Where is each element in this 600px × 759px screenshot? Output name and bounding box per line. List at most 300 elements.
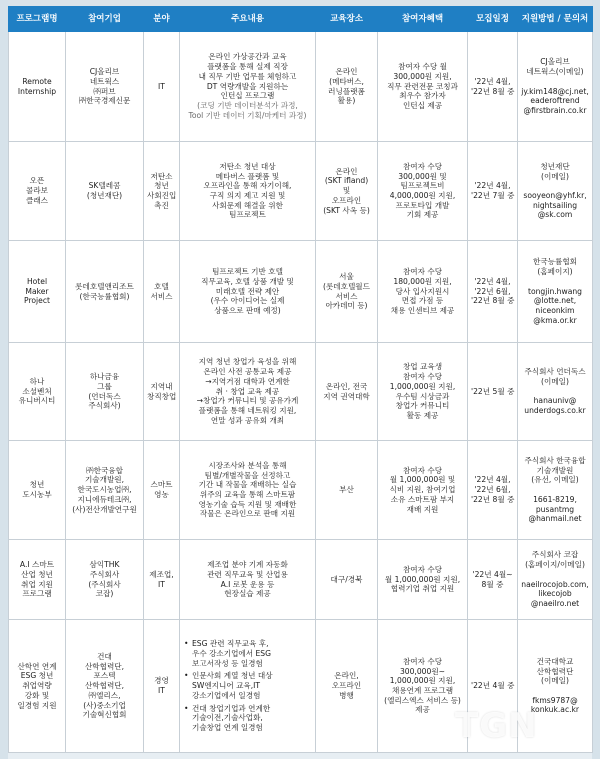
cell-line: 시장조사와 분석을 통해 bbox=[208, 460, 287, 470]
cell-line: '22년 5월 중 bbox=[471, 386, 515, 396]
cell-place bbox=[316, 540, 378, 620]
cell-line: (우수 아이디어는 실제 bbox=[210, 296, 285, 306]
cell-line: 롯데호텔앤리조트 bbox=[75, 281, 134, 291]
cell-line: 온라인 bbox=[335, 67, 358, 77]
cell-line: 참여자 수당 월 bbox=[398, 62, 447, 72]
cell-line: • 건대 창업기업과 연계한 bbox=[192, 703, 271, 713]
cell-line: @lotte.net, bbox=[533, 296, 577, 306]
cell-line: 연말 성과 공유회 개최 bbox=[210, 415, 285, 425]
cell-line: 러닝플랫폼 bbox=[328, 86, 365, 96]
left-decoration bbox=[0, 0, 8, 759]
cell-line: 활용) bbox=[337, 96, 356, 106]
column-header: 분야 bbox=[144, 7, 180, 32]
cell-schedule bbox=[468, 241, 518, 343]
cell-line bbox=[521, 77, 589, 87]
cell-line: →창업가 커뮤니티 및 공유가게 bbox=[196, 396, 299, 406]
cell-line: 당사 입사지원시 bbox=[395, 286, 450, 296]
cell-line: 참여자 수당 bbox=[402, 656, 443, 666]
cell-line: 산학연 연계 bbox=[17, 661, 57, 671]
cell-line: tongjin.hwang bbox=[527, 286, 582, 296]
cell-company bbox=[66, 540, 144, 620]
cell-line: 기술개발원 bbox=[536, 465, 574, 475]
cell-line: 창직창업 bbox=[147, 391, 177, 401]
cell-schedule bbox=[468, 540, 518, 620]
cell-line: 제조업 분야 기계 자동화 bbox=[207, 560, 288, 570]
cell-line: 아카데미 등) bbox=[325, 301, 368, 311]
cell-line: 1,000,000원 지원, bbox=[389, 676, 456, 686]
cell-company bbox=[66, 241, 144, 343]
cell-line: 청년재단 bbox=[540, 161, 570, 171]
cell-schedule bbox=[468, 441, 518, 540]
cell-line: (홈페이지) bbox=[537, 267, 573, 277]
cell-line: Tool 기반 데이터 기획/마케터 과정) bbox=[188, 110, 307, 120]
cell-line bbox=[521, 277, 589, 287]
cell-program bbox=[9, 142, 66, 241]
cell-line: 협력기업 취업 지원 bbox=[390, 584, 455, 594]
cell-line: (이메일) bbox=[541, 376, 569, 386]
cell-line: 소유 스마트팜 부지 bbox=[390, 494, 455, 504]
cell-line: 창업가 커뮤니티 bbox=[395, 401, 450, 411]
cell-line bbox=[521, 181, 589, 191]
cell-line: 지역 청년 창업가 육성을 위해 bbox=[198, 357, 297, 367]
watermark-logo: TGN bbox=[455, 706, 538, 746]
cell-contact bbox=[518, 540, 593, 620]
cell-place bbox=[316, 343, 378, 441]
cell-content bbox=[180, 142, 316, 241]
cell-line: (사)전산개발연구원 bbox=[72, 504, 137, 514]
cell-line: 보고서작성 등 일경험 bbox=[192, 658, 263, 668]
cell-line: 기술개발원, bbox=[84, 475, 125, 485]
cell-line: CJ올리브 bbox=[89, 67, 120, 77]
cell-benefit bbox=[378, 32, 468, 142]
cell-program bbox=[9, 441, 66, 540]
program-table bbox=[8, 6, 593, 753]
cell-content bbox=[180, 441, 316, 540]
cell-place bbox=[316, 32, 378, 142]
cell-line: eaderoftrend bbox=[530, 96, 580, 106]
cell-line: 청년 bbox=[154, 181, 169, 191]
cell-company bbox=[66, 620, 144, 753]
cell-line: 팀프로젝트비 bbox=[400, 181, 445, 191]
cell-line: 네트웍스 bbox=[89, 76, 120, 86]
cell-line: ESG 청년 bbox=[20, 671, 54, 681]
cell-line: 채용 인센티브 제공 bbox=[390, 306, 455, 316]
cell-line: 하나금융 bbox=[89, 372, 120, 382]
cell-content bbox=[180, 32, 316, 142]
cell-line: 주식회사 언더독스 bbox=[524, 367, 586, 377]
cell-content bbox=[180, 241, 316, 343]
cell-program bbox=[9, 241, 66, 343]
cell-line: '22년 4월, bbox=[474, 76, 511, 86]
cell-line: 그룹 bbox=[97, 381, 112, 391]
column-header: 참여기업 bbox=[66, 7, 144, 32]
cell-line: (SKT 사옥 등) bbox=[323, 205, 370, 215]
content-bullet bbox=[183, 671, 312, 700]
cell-line: 하나 bbox=[29, 376, 45, 386]
cell-field bbox=[144, 441, 180, 540]
cell-line: 포스텍 bbox=[93, 671, 116, 681]
cell-line: 참여자 수당 bbox=[402, 564, 443, 574]
cell-line: 온라인 사전 공통교육 제공 bbox=[203, 367, 292, 377]
cell-line: 활동 제공 bbox=[406, 410, 439, 420]
cell-line: 직무 관련전문 코칭과 bbox=[387, 81, 458, 91]
cell-line: 도시농부 bbox=[22, 490, 52, 499]
cell-place bbox=[316, 142, 378, 241]
cell-place bbox=[316, 241, 378, 343]
cell-line: 한국능률협회 bbox=[532, 257, 577, 267]
cell-line: 지역 권역대학 bbox=[323, 391, 370, 401]
cell-line: 일경험 지원 bbox=[17, 700, 57, 710]
cell-line: 한국도시농업㈜, bbox=[77, 485, 132, 495]
cell-line: (SKT ifland) bbox=[324, 176, 369, 186]
cell-line: 청년 bbox=[29, 480, 45, 490]
cell-line: (사)중소기업 bbox=[83, 700, 126, 710]
cell-program bbox=[9, 32, 66, 142]
cell-line: 영농기술 습득 지원 및 재배한 bbox=[198, 499, 297, 509]
cell-line: 경영 bbox=[154, 676, 169, 686]
cell-line: 산학협력단 bbox=[536, 666, 574, 676]
cell-line: (메타버스, bbox=[329, 76, 364, 86]
cell-line: IT bbox=[158, 579, 165, 589]
cell-line: 오프라인 bbox=[331, 195, 362, 205]
table-row bbox=[9, 441, 593, 540]
cell-line: 우수 강소기업에서 ESG bbox=[192, 648, 272, 658]
cell-line: 건국대학교 bbox=[536, 656, 574, 666]
cell-line: 호텔 bbox=[154, 281, 169, 291]
cell-line: nightsailing bbox=[532, 200, 578, 210]
table-body bbox=[9, 32, 593, 753]
cell-line: 취 · 창업 교육 제공 bbox=[215, 386, 280, 396]
cell-line: 오픈 bbox=[29, 176, 45, 186]
cell-line: naeilrocojob.com, bbox=[521, 579, 589, 589]
cell-benefit bbox=[378, 343, 468, 441]
cell-line: 참여자 수당 bbox=[402, 161, 443, 171]
cell-line: • 인문사회 계열 청년 대상 bbox=[192, 671, 273, 681]
cell-company bbox=[66, 32, 144, 142]
cell-line: 코잡) bbox=[95, 589, 114, 599]
cell-field bbox=[144, 142, 180, 241]
cell-line: 콜라보 bbox=[25, 186, 48, 196]
cell-line: 네트웍스(이메일) bbox=[526, 67, 584, 77]
cell-line: 8월 중 bbox=[481, 579, 504, 589]
cell-program bbox=[9, 620, 66, 753]
cell-program bbox=[9, 540, 66, 620]
cell-line: 팀프로젝트 기반 호텔 bbox=[212, 267, 283, 277]
cell-line: '22년 8월 중 bbox=[471, 296, 515, 306]
cell-line: 지니에듀테크㈜, bbox=[77, 494, 132, 504]
cell-line: (청년재단) bbox=[86, 191, 123, 200]
cell-line: 주식회사 코잡 bbox=[531, 550, 579, 560]
cell-line: 취업 지원 bbox=[21, 579, 53, 589]
cell-contact bbox=[518, 343, 593, 441]
cell-line: (이메일) bbox=[541, 171, 569, 181]
cell-line: 오프라인 bbox=[331, 681, 362, 691]
cell-line: 건대 bbox=[97, 651, 112, 661]
cell-line: Maker bbox=[25, 286, 49, 296]
cell-line: 팀별/개별작물을 선정하고 bbox=[204, 470, 291, 480]
cell-line: 기회 제공 bbox=[406, 210, 439, 220]
cell-line: • ESG 관련 직무교육 후, bbox=[192, 639, 269, 649]
cell-line: (홈페이지/이메일) bbox=[525, 560, 585, 570]
header-row bbox=[9, 7, 593, 32]
cell-line: @firstbrain.co.kr bbox=[523, 105, 587, 115]
column-header: 주요내용 bbox=[180, 7, 316, 32]
cell-line: Internship bbox=[17, 86, 57, 96]
cell-line: 기술이전,기술사업화, bbox=[192, 713, 263, 723]
cell-line: (유선, 이메일) bbox=[531, 475, 579, 485]
cell-line: 사회문제 해결을 위한 bbox=[212, 200, 283, 210]
cell-line: 채용연계 프로그램 bbox=[391, 686, 454, 695]
cell-line: @kma.or.kr bbox=[533, 315, 577, 325]
cell-line: DT 역량개발을 지원하는 bbox=[206, 81, 289, 91]
table-row bbox=[9, 32, 593, 142]
cell-line: A.I 스마트 bbox=[19, 560, 55, 570]
cell-line: 주식회사 bbox=[89, 569, 120, 579]
cell-line: 유니버시티 bbox=[18, 396, 56, 406]
cell-line: 미래호텔 전략 제안 bbox=[215, 286, 280, 296]
cell-line: 재배 지원 bbox=[406, 504, 439, 514]
cell-line: '22년 4월, bbox=[474, 181, 511, 191]
cell-line: 산학협력단, bbox=[84, 681, 125, 691]
cell-line: 온라인, bbox=[334, 671, 359, 681]
cell-line: hanauniv@ bbox=[533, 396, 577, 406]
cell-line: 저탄소 청년 대상 bbox=[219, 161, 276, 171]
cell-line: 위주의 교육을 통해 스마트팜 bbox=[199, 490, 296, 499]
cell-line: (롯데호텔월드 bbox=[323, 281, 370, 291]
column-header: 참여자혜택 bbox=[378, 7, 468, 32]
cell-line: 플랫폼을 통해 네트워킹 지원, bbox=[198, 406, 297, 416]
cell-content bbox=[180, 620, 316, 753]
cell-line: ㈜퍼브 bbox=[93, 86, 116, 96]
cell-line: 창업 교육생 bbox=[402, 362, 443, 372]
cell-line: 촉진 bbox=[154, 200, 169, 210]
cell-line: 플랫폼을 통해 실제 직장 bbox=[207, 62, 288, 72]
cell-line: 사회진입 bbox=[147, 191, 177, 200]
cell-line: 강화 및 bbox=[24, 690, 50, 700]
cell-line: 식비 지원, 참여기업 bbox=[389, 485, 456, 495]
cell-line: underdogs.co.kr bbox=[524, 406, 586, 416]
cell-schedule bbox=[468, 32, 518, 142]
cell-line: 면접 가점 등 bbox=[401, 296, 444, 306]
cell-line: ㈜한국융합 bbox=[86, 465, 123, 475]
cell-line: 온라인, 전국 bbox=[325, 381, 368, 391]
cell-line: 산학협력단, bbox=[84, 661, 125, 671]
cell-company bbox=[66, 441, 144, 540]
cell-line bbox=[521, 485, 589, 495]
cell-line: 서비스 bbox=[150, 291, 173, 301]
table-row bbox=[9, 540, 593, 620]
cell-company bbox=[66, 343, 144, 441]
cell-line: likecojob bbox=[538, 589, 572, 599]
content-bullet bbox=[183, 639, 312, 668]
cell-field bbox=[144, 620, 180, 753]
cell-line: 월 1,000,000원 지원, bbox=[384, 574, 461, 584]
cell-line: 프로그램 bbox=[22, 589, 52, 599]
cell-line: (언더독스 bbox=[88, 391, 121, 401]
column-header: 모집일정 bbox=[468, 7, 518, 32]
cell-line bbox=[521, 387, 589, 397]
cell-line: 작물은 온라인으로 판매 지원 bbox=[199, 509, 296, 519]
cell-line: 300,000원~ bbox=[399, 666, 446, 676]
cell-line: 기간 내 작물을 재배하는 실습 bbox=[198, 480, 297, 490]
cell-company bbox=[66, 142, 144, 241]
cell-field bbox=[144, 241, 180, 343]
cell-line: 참여자 수당 bbox=[402, 267, 443, 277]
cell-contact bbox=[518, 32, 593, 142]
cell-line: (엘리스엑스 서비스 등) bbox=[384, 695, 461, 705]
cell-line: (코딩 기반 데이터분석가 과정, bbox=[197, 101, 298, 111]
cell-benefit bbox=[378, 441, 468, 540]
cell-line: Hotel bbox=[26, 276, 48, 286]
cell-line: @hanmail.net bbox=[528, 514, 582, 524]
cell-line: 강소기업에서 일경험 bbox=[192, 690, 261, 700]
cell-line: 관련 직무교육 및 산업용 bbox=[207, 569, 288, 579]
cell-line: 온라인 bbox=[335, 166, 358, 176]
cell-line bbox=[521, 686, 589, 696]
cell-place bbox=[316, 441, 378, 540]
cell-line: konkuk.ac.kr bbox=[530, 705, 580, 715]
cell-line: 온라인 가상공간과 교육 bbox=[208, 52, 287, 62]
cell-line: 지역내 bbox=[150, 381, 173, 391]
cell-line: 부산 bbox=[339, 485, 354, 495]
cell-line: SW엔지니어 교육,IT bbox=[192, 681, 261, 691]
cell-line: 300,000원 및 bbox=[398, 171, 447, 181]
cell-benefit bbox=[378, 241, 468, 343]
table-row bbox=[9, 241, 593, 343]
cell-line: '22년 8월 중 bbox=[471, 86, 515, 96]
cell-line: 오프라인을 통해 자기이해, bbox=[203, 181, 292, 191]
cell-line: (한국능률협회) bbox=[79, 291, 130, 301]
content-bullet-list bbox=[183, 639, 312, 732]
cell-line: SK텔레콤 bbox=[88, 181, 121, 191]
cell-line: 1,000,000원 지원, bbox=[389, 381, 456, 391]
cell-line: 기술혁신협회 bbox=[82, 710, 127, 720]
cell-benefit bbox=[378, 620, 468, 753]
cell-benefit bbox=[378, 142, 468, 241]
cell-line: 팀프로젝트 bbox=[229, 210, 266, 220]
cell-line: IT bbox=[158, 686, 165, 695]
cell-line: jy.kim148@cj.net, bbox=[521, 86, 589, 96]
cell-line: '22년 4월~ bbox=[472, 569, 513, 579]
cell-line: 저탄소 bbox=[150, 171, 173, 181]
cell-line: (주식회사 bbox=[88, 579, 121, 589]
cell-line: 인턴십 제공 bbox=[402, 101, 443, 111]
cell-line: '22년 8월 중 bbox=[471, 494, 515, 504]
cell-benefit bbox=[378, 540, 468, 620]
cell-content bbox=[180, 540, 316, 620]
cell-line: 180,000원 지원, bbox=[393, 276, 452, 286]
cell-line: 현장실습 제공 bbox=[224, 589, 271, 599]
cell-line: '22년 6월, bbox=[474, 485, 511, 495]
cell-place bbox=[316, 620, 378, 753]
cell-line: 및 bbox=[342, 186, 351, 196]
cell-line bbox=[521, 570, 589, 580]
cell-field bbox=[144, 540, 180, 620]
cell-line: '22년 4월 중 bbox=[471, 681, 515, 691]
cell-line: A.I 로봇 운용 등 bbox=[220, 579, 275, 589]
cell-contact bbox=[518, 441, 593, 540]
cell-line: 상품으로 판매 예정) bbox=[214, 306, 281, 316]
cell-line: 내 직무 기반 업무를 체험하고 bbox=[198, 71, 297, 81]
cell-line: 산업 청년 bbox=[21, 569, 53, 579]
cell-line: 직무교육, 호텔 상품 개발 및 bbox=[201, 276, 294, 286]
cell-line: 제공 bbox=[415, 705, 430, 715]
cell-line: 프로토타입 개발 bbox=[395, 200, 450, 210]
cell-line: 우수팀 시상금과 bbox=[395, 391, 450, 401]
cell-line: Remote bbox=[22, 76, 52, 86]
cell-line: ㈜한국경제신문 bbox=[78, 96, 131, 106]
cell-schedule bbox=[468, 142, 518, 241]
cell-line: ㈜엘리스, bbox=[88, 690, 121, 700]
cell-line: Project bbox=[24, 296, 50, 306]
cell-line: 취업역량 bbox=[22, 681, 52, 691]
column-header: 지원방법 / 문의처 bbox=[518, 7, 593, 32]
cell-line: 삼익THK bbox=[89, 560, 120, 570]
cell-line: 최우수 참가자 bbox=[399, 91, 446, 101]
cell-line: 구직 의지 제고 지원 및 bbox=[209, 191, 286, 200]
cell-content bbox=[180, 343, 316, 441]
cell-contact bbox=[518, 142, 593, 241]
cell-line: IT bbox=[158, 81, 165, 91]
cell-line: fkms9787@ bbox=[532, 695, 578, 705]
cell-line: (이메일) bbox=[541, 676, 569, 686]
cell-line: 참여자 수당 bbox=[402, 372, 443, 382]
cell-line: 스마트 bbox=[150, 480, 173, 490]
cell-line: 주식회사) bbox=[88, 401, 121, 411]
cell-line: 월 1,000,000원 및 bbox=[389, 475, 456, 485]
cell-line: 인턴십 프로그램 bbox=[220, 91, 275, 101]
cell-field bbox=[144, 343, 180, 441]
cell-line: 대구/경북 bbox=[330, 574, 363, 584]
cell-line: 병행 bbox=[339, 690, 354, 700]
cell-line: pusantmg bbox=[535, 504, 575, 514]
right-decoration bbox=[592, 0, 600, 759]
cell-line: CJ올리브 bbox=[540, 57, 570, 67]
column-header: 교육장소 bbox=[316, 7, 378, 32]
cell-line: 1661-8219, bbox=[533, 494, 577, 504]
cell-line: 영농 bbox=[154, 490, 169, 499]
cell-line: '22년 7월 중 bbox=[471, 191, 515, 200]
column-header: 프로그램명 bbox=[9, 7, 66, 32]
cell-line: @sk.com bbox=[537, 210, 573, 220]
cell-line: 300,000원 지원, bbox=[393, 71, 452, 81]
cell-line: '22년 4월, bbox=[474, 475, 511, 485]
cell-contact bbox=[518, 241, 593, 343]
cell-line: sooyeon@yhf.kr, bbox=[523, 191, 587, 200]
table-row bbox=[9, 343, 593, 441]
cell-line: 소셜벤처 bbox=[22, 386, 52, 396]
cell-line: 클래스 bbox=[25, 195, 48, 205]
cell-line: niceonkim bbox=[535, 306, 575, 316]
cell-line: 기술창업 연계 일경험 bbox=[192, 723, 263, 733]
content-bullet bbox=[183, 704, 312, 733]
cell-line: '22년 6월, bbox=[474, 286, 511, 296]
cell-program bbox=[9, 343, 66, 441]
cell-line: @naeilro.net bbox=[530, 598, 580, 608]
cell-line: '22년 4월, bbox=[474, 276, 511, 286]
cell-line: →지역거점 대학과 연계한 bbox=[205, 376, 290, 386]
cell-line: 참여자 수당 bbox=[402, 465, 443, 475]
cell-line: 4,000,000원 지원, bbox=[389, 191, 456, 200]
cell-line: 서비스 bbox=[335, 291, 358, 301]
cell-line: 주식회사 한국융합 bbox=[524, 455, 586, 465]
cell-line: 제조업, bbox=[149, 569, 174, 579]
table-row bbox=[9, 142, 593, 241]
cell-line: 메타버스 플랫폼 및 bbox=[215, 171, 280, 181]
cell-line: 서울 bbox=[339, 272, 354, 282]
cell-schedule bbox=[468, 343, 518, 441]
cell-field bbox=[144, 32, 180, 142]
